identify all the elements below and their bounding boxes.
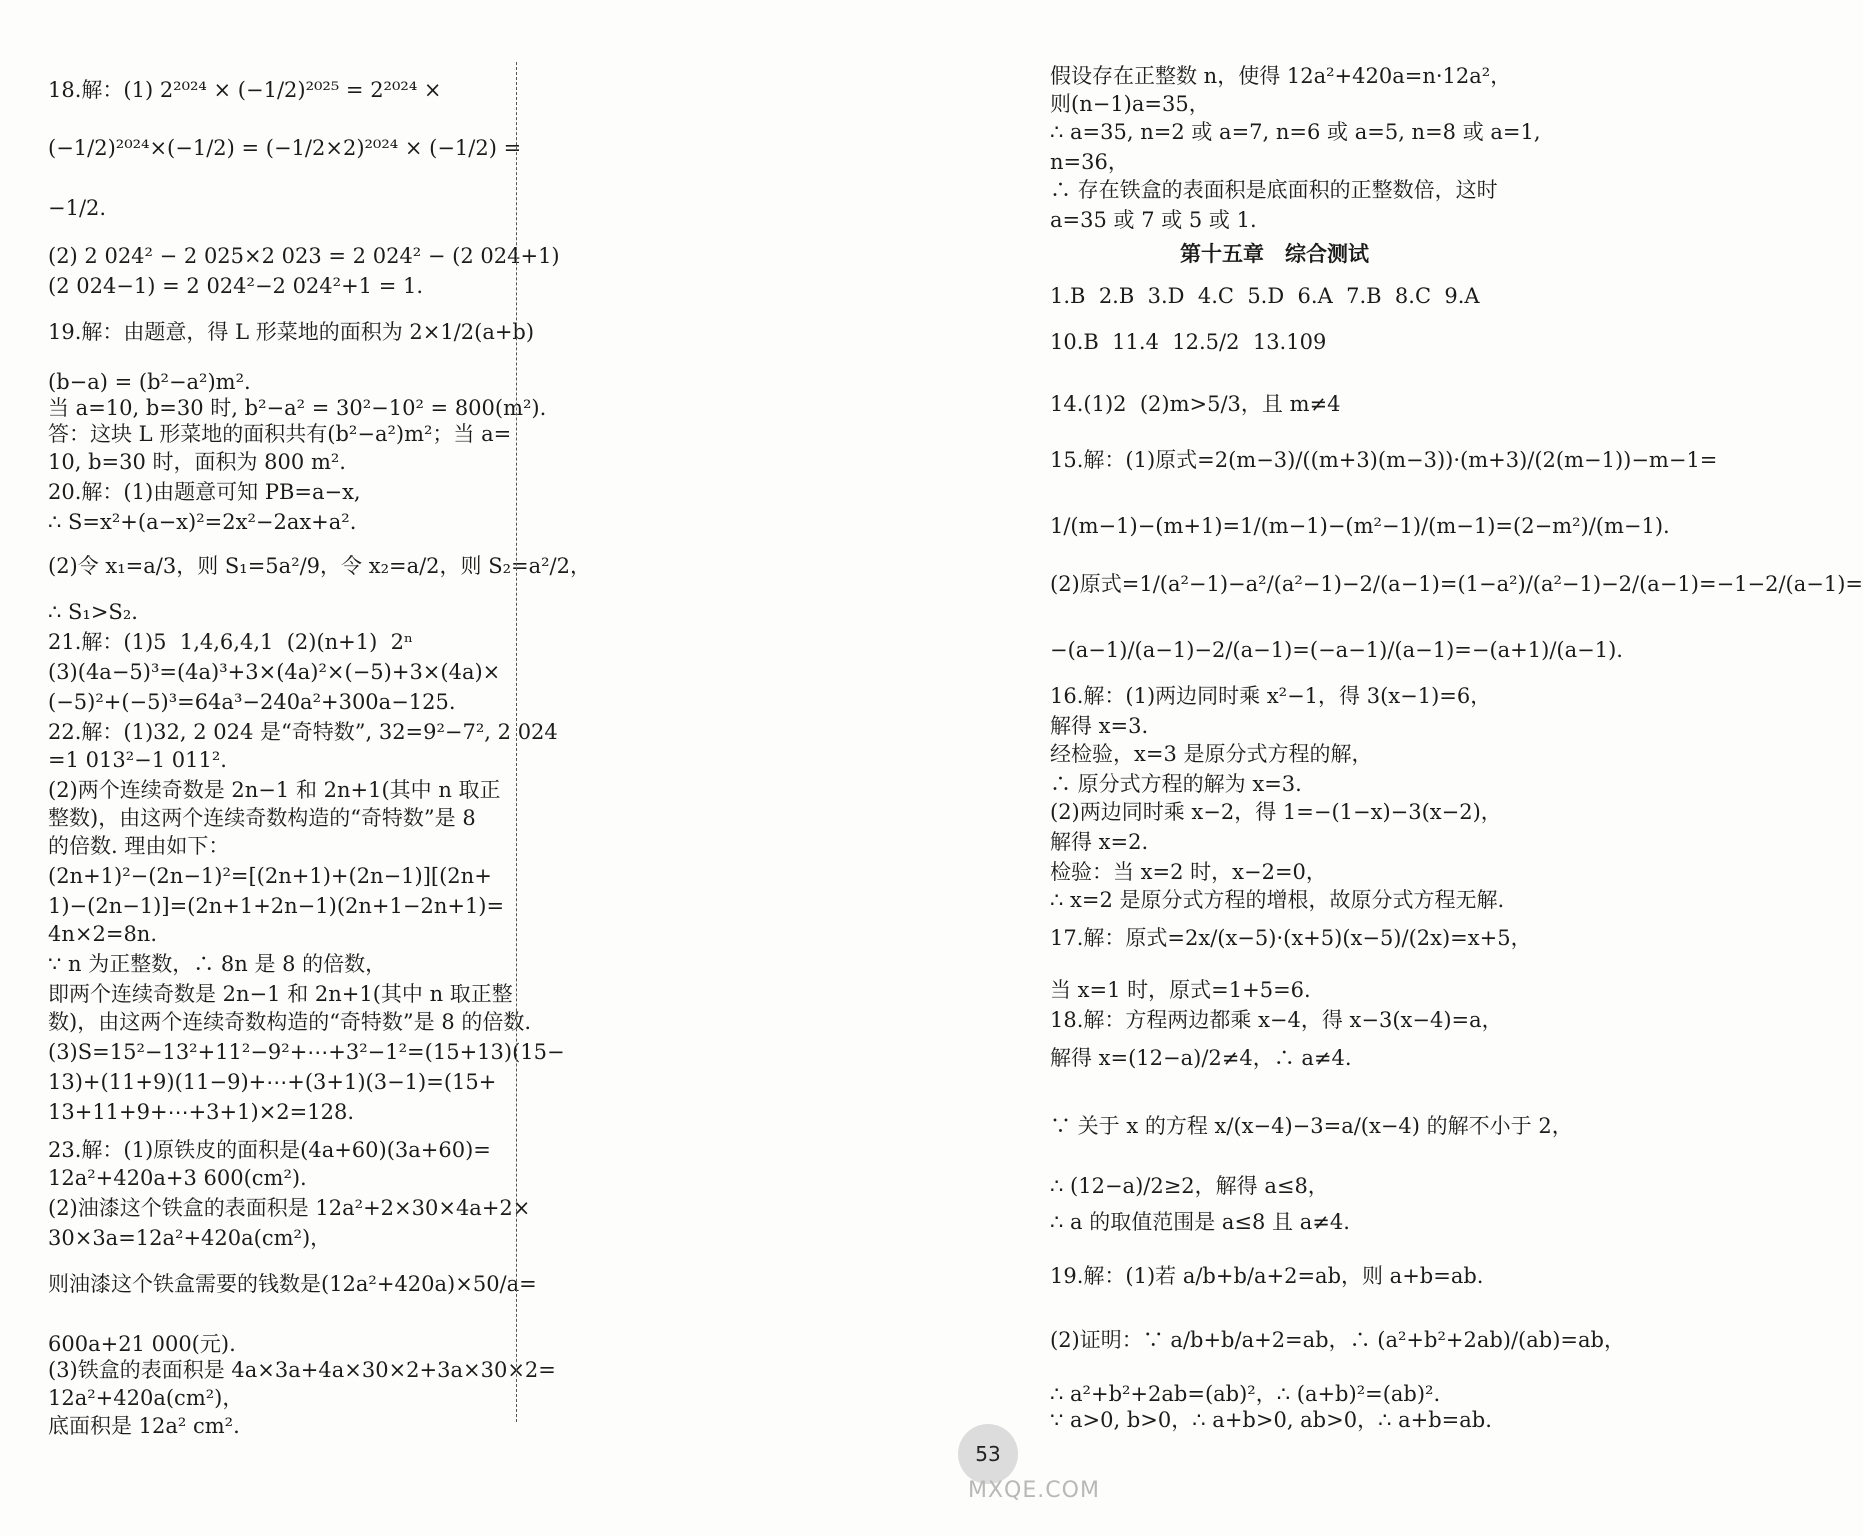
left-line-1: 18.解：(1) 2²⁰²⁴ × (−1/2)²⁰²⁵ = 2²⁰²⁴ × xyxy=(48,78,442,102)
right-line-8: 1.B 2.B 3.D 4.C 5.D 6.A 7.B 8.C 9.A xyxy=(1050,284,1480,308)
right-line-11: 15.解：(1)原式=2(m−3)/((m+3)(m−3))·(m+3)/(2(m−1))−m−1= xyxy=(1050,448,1718,472)
left-line-8: 当 a=10, b=30 时, b²−a² = 30²−10² = 800(m²). xyxy=(48,396,547,420)
left-line-38: (3)铁盒的表面积是 4a×3a+4a×30×2+3a×30×2= xyxy=(48,1358,556,1382)
right-line-18: ∴ 原分式方程的解为 x=3. xyxy=(1050,772,1302,796)
left-line-6: 19.解：由题意，得 L 形菜地的面积为 2×1/2(a+b) xyxy=(48,320,535,344)
left-line-19: =1 013²−1 011². xyxy=(48,748,227,772)
right-line-13: (2)原式=1/(a²−1)−a²/(a²−1)−2/(a−1)=(1−a²)/(a²−1)−2/(a−1)=−1−2/(a−1)= xyxy=(1050,572,1863,596)
right-line-22: ∴ x=2 是原分式方程的增根，故原分式方程无解. xyxy=(1050,888,1505,912)
right-line-31: (2)证明：∵ a/b+b/a+2=ab，∴ (a²+b²+2ab)/(ab)=ab， xyxy=(1050,1328,1625,1352)
left-line-14: ∴ S₁>S₂. xyxy=(48,600,138,624)
right-line-28: ∴ (12−a)/2≥2，解得 a≤8， xyxy=(1050,1174,1329,1198)
left-line-30: 13)+(11+9)(11−9)+⋯+(3+1)(3−1)=(15+ xyxy=(48,1070,497,1094)
right-line-30: 19.解：(1)若 a/b+b/a+2=ab，则 a+b=ab. xyxy=(1050,1264,1484,1288)
watermark: MXQE.COM xyxy=(968,1478,1100,1503)
right-line-16: 解得 x=3. xyxy=(1050,714,1149,738)
left-line-16: (3)(4a−5)³=(4a)³+3×(4a)²×(−5)+3×(4a)× xyxy=(48,660,501,684)
left-line-40: 底面积是 12a² cm². xyxy=(48,1414,240,1438)
left-line-11: 20.解：(1)由题意可知 PB=a−x, xyxy=(48,480,361,504)
right-line-10: 14.(1)2 (2)m>5/3，且 m≠4 xyxy=(1050,392,1341,416)
left-line-24: 1)−(2n−1)]=(2n+1+2n−1)(2n+1−2n+1)= xyxy=(48,894,505,918)
left-line-27: 即两个连续奇数是 2n−1 和 2n+1(其中 n 取正整 xyxy=(48,982,513,1006)
right-line-7: 第十五章 综合测试 xyxy=(1180,241,1369,266)
left-line-7: (b−a) = (b²−a²)m². xyxy=(48,370,251,394)
right-line-23: 17.解：原式=2x/(x−5)·(x+5)(x−5)/(2x)=x+5， xyxy=(1050,926,1532,950)
right-line-2: 则(n−1)a=35， xyxy=(1050,92,1210,116)
right-line-24: 当 x=1 时，原式=1+5=6. xyxy=(1050,978,1311,1002)
left-line-18: 22.解：(1)32, 2 024 是“奇特数”, 32=9²−7², 2 024 xyxy=(48,720,558,744)
left-line-23: (2n+1)²−(2n−1)²=[(2n+1)+(2n−1)][(2n+ xyxy=(48,864,492,888)
right-line-4: n=36， xyxy=(1050,150,1129,174)
right-line-29: ∴ a 的取值范围是 a≤8 且 a≠4. xyxy=(1050,1210,1350,1234)
left-line-25: 4n×2=8n. xyxy=(48,922,157,946)
right-line-3: ∴ a=35, n=2 或 a=7, n=6 或 a=5, n=8 或 a=1, xyxy=(1050,120,1541,144)
left-line-32: 23.解：(1)原铁皮的面积是(4a+60)(3a+60)= xyxy=(48,1138,491,1162)
left-line-15: 21.解：(1)5 1,4,6,4,1 (2)(n+1) 2ⁿ xyxy=(48,630,414,654)
left-line-2: (−1/2)²⁰²⁴×(−1/2) = (−1/2×2)²⁰²⁴ × (−1/2) = xyxy=(48,136,522,160)
left-line-22: 的倍数. 理由如下： xyxy=(48,834,230,858)
right-line-27: ∵ 关于 x 的方程 x/(x−4)−3=a/(x−4) 的解不小于 2， xyxy=(1050,1114,1573,1138)
left-line-39: 12a²+420a(cm²)， xyxy=(48,1386,244,1410)
left-line-34: (2)油漆这个铁盒的表面积是 12a²+2×30×4a+2× xyxy=(48,1196,531,1220)
right-line-1: 假设存在正整数 n，使得 12a²+420a=n·12a²， xyxy=(1050,64,1512,88)
left-line-31: 13+11+9+⋯+3+1)×2=128. xyxy=(48,1100,355,1124)
left-line-35: 30×3a=12a²+420a(cm²)， xyxy=(48,1226,332,1250)
page-number: 53 xyxy=(958,1424,1018,1484)
right-line-26: 解得 x=(12−a)/2≠4，∴ a≠4. xyxy=(1050,1046,1352,1070)
left-line-21: 整数)，由这两个连续奇数构造的“奇特数”是 8 xyxy=(48,806,476,830)
right-line-12: 1/(m−1)−(m+1)=1/(m−1)−(m²−1)/(m−1)=(2−m²)/(m−1). xyxy=(1050,514,1670,538)
right-line-19: (2)两边同时乘 x−2，得 1=−(1−x)−3(x−2)， xyxy=(1050,800,1502,824)
left-line-33: 12a²+420a+3 600(cm²). xyxy=(48,1166,307,1190)
left-line-4: (2) 2 024² − 2 025×2 023 = 2 024² − (2 024+1) xyxy=(48,244,560,268)
left-line-26: ∵ n 为正整数，∴ 8n 是 8 的倍数， xyxy=(48,952,387,976)
left-line-37: 600a+21 000(元). xyxy=(48,1332,236,1356)
right-line-32: ∴ a²+b²+2ab=(ab)²，∴ (a+b)²=(ab)². xyxy=(1050,1382,1441,1406)
right-line-9: 10.B 11.4 12.5/2 13.109 xyxy=(1050,330,1327,354)
left-line-17: (−5)²+(−5)³=64a³−240a²+300a−125. xyxy=(48,690,456,714)
right-line-15: 16.解：(1)两边同时乘 x²−1，得 3(x−1)=6， xyxy=(1050,684,1492,708)
left-line-9: 答：这块 L 形菜地的面积共有(b²−a²)m²；当 a= xyxy=(48,422,512,446)
left-line-12: ∴ S=x²+(a−x)²=2x²−2ax+a². xyxy=(48,510,357,534)
column-divider xyxy=(516,62,517,1422)
right-line-25: 18.解：方程两边都乘 x−4，得 x−3(x−4)=a， xyxy=(1050,1008,1503,1032)
right-line-33: ∵ a>0, b>0，∴ a+b>0, ab>0，∴ a+b=ab. xyxy=(1050,1408,1492,1432)
left-line-13: (2)令 x₁=a/3，则 S₁=5a²/9，令 x₂=a/2，则 S₂=a²/2， xyxy=(48,554,591,578)
right-line-20: 解得 x=2. xyxy=(1050,830,1149,854)
left-line-20: (2)两个连续奇数是 2n−1 和 2n+1(其中 n 取正 xyxy=(48,778,501,802)
left-line-3: −1/2. xyxy=(48,196,107,220)
left-line-10: 10, b=30 时，面积为 800 m². xyxy=(48,450,346,474)
right-line-21: 检验：当 x=2 时，x−2=0， xyxy=(1050,860,1327,884)
left-line-5: (2 024−1) = 2 024²−2 024²+1 = 1. xyxy=(48,274,424,298)
right-line-6: a=35 或 7 或 5 或 1. xyxy=(1050,208,1257,232)
right-line-17: 经检验，x=3 是原分式方程的解， xyxy=(1050,742,1373,766)
left-line-28: 数)，由这两个连续奇数构造的“奇特数”是 8 的倍数. xyxy=(48,1010,532,1034)
left-line-36: 则油漆这个铁盒需要的钱数是(12a²+420a)×50/a= xyxy=(48,1272,537,1296)
left-line-29: (3)S=15²−13²+11²−9²+⋯+3²−1²=(15+13)(15− xyxy=(48,1040,565,1064)
right-line-5: ∴ 存在铁盒的表面积是底面积的正整数倍，这时 xyxy=(1050,178,1498,202)
right-line-14: −(a−1)/(a−1)−2/(a−1)=(−a−1)/(a−1)=−(a+1)/(a−1). xyxy=(1050,638,1623,662)
